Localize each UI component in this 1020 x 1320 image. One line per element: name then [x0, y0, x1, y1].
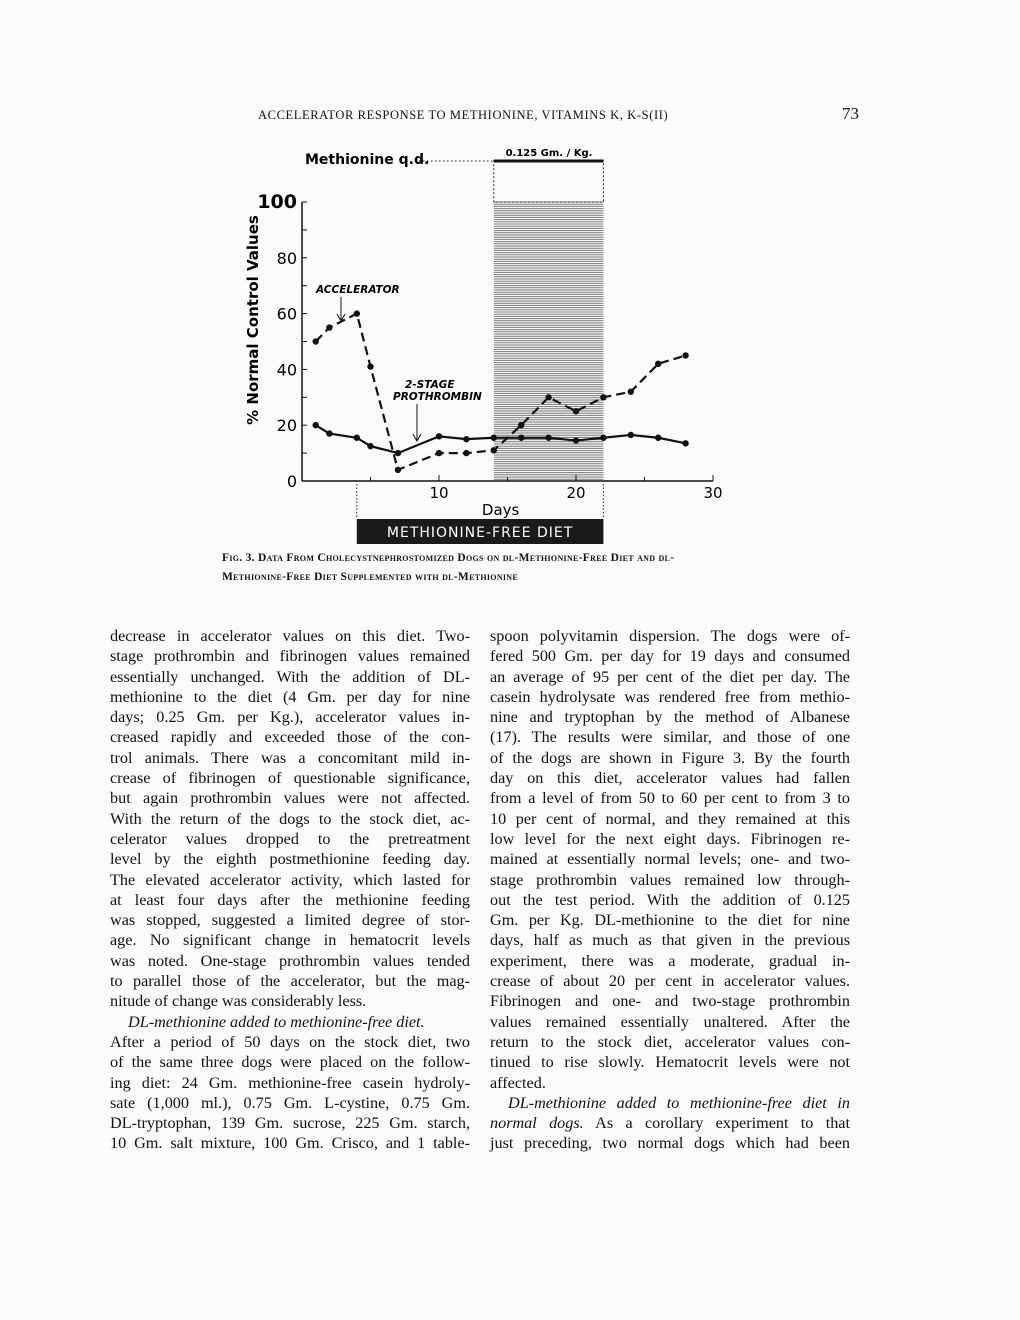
line-text: (17). The results were similar, and those of one	[490, 728, 850, 747]
text-line	[110, 687, 470, 707]
text-line	[490, 1073, 850, 1093]
data-point	[600, 435, 606, 441]
line-text: out the test period. With the addition of 0.125	[490, 890, 850, 909]
data-point	[655, 435, 661, 441]
x-axis-label: Days	[481, 501, 520, 519]
italic-heading: DL-methionine added to methionine-free diet.	[128, 1012, 425, 1031]
line-text: nine and tryptophan by the method of Albanese	[490, 708, 850, 727]
line-text: but again prothrombin values were not affected.	[110, 789, 470, 808]
text-line	[490, 971, 850, 991]
y-tick-label: 0	[286, 472, 297, 491]
line-text: methionine to the diet (4 Gm. per day for nine	[110, 687, 470, 706]
methionine-dose-box	[494, 161, 604, 202]
line-text: casein hydrolysate was rendered free from methio-	[490, 687, 850, 706]
y-tick-label: 60	[276, 304, 297, 324]
data-point	[313, 422, 319, 428]
text-line	[110, 1012, 470, 1032]
text-line	[490, 768, 850, 788]
axes	[257, 191, 722, 519]
data-point	[354, 310, 360, 316]
line-text: was noted. One-stage prothrombin values tended	[110, 951, 470, 970]
data-point	[573, 437, 579, 443]
line-text: an average of 95 per cent of the diet per day. The	[490, 667, 850, 686]
text-line	[110, 1133, 470, 1153]
line-text: of the dogs are shown in Figure 3. By the fourth	[490, 748, 850, 767]
line-text: affected.	[490, 1073, 546, 1092]
line-text: The elevated accelerator activity, which lasted for	[110, 870, 470, 889]
line-text: ing diet: 24 Gm. methionine-free casein hydroly-	[110, 1073, 470, 1092]
data-point	[326, 430, 332, 436]
text-line	[110, 849, 470, 869]
left-column	[110, 626, 470, 1154]
line-text: days; 0.25 Gm. per Kg.), accelerator values in-	[110, 708, 470, 727]
line-text: mained at essentially normal levels; one- and two-	[490, 850, 850, 869]
text-line	[110, 870, 470, 890]
text-line	[490, 1113, 850, 1133]
data-point	[545, 435, 551, 441]
data-point	[313, 338, 319, 344]
line-text: decrease in accelerator values on this diet. Two-	[110, 627, 470, 645]
text-line	[110, 1113, 470, 1133]
data-point	[545, 394, 551, 400]
x-tick-label: 10	[429, 484, 449, 502]
running-title: ACCELERATOR RESPONSE TO METHIONINE, VITAMINS K, K-S(II)	[258, 108, 669, 122]
line-text: stage prothrombin values remained low through-	[490, 870, 850, 889]
text-line	[110, 788, 470, 808]
line-text: crease of fibrinogen of questionable significance,	[110, 769, 470, 788]
text-line	[110, 890, 470, 910]
line-text: 10 per cent of normal, and they remained at this	[490, 809, 850, 828]
italic-heading: normal dogs.	[490, 1114, 584, 1133]
prothrombin-label-1: 2-STAGE	[405, 379, 455, 391]
data-point	[354, 435, 360, 441]
data-point	[326, 324, 332, 330]
line-text: As a corollary experiment to that	[583, 1114, 850, 1133]
data-point	[436, 433, 442, 439]
y-tick-label: 80	[276, 248, 297, 268]
text-line	[110, 971, 470, 991]
diet-label: METHIONINE-FREE DIET	[386, 525, 574, 541]
line-text: celerator values dropped to the pretreatment	[110, 829, 470, 848]
data-point	[600, 394, 606, 400]
data-point	[463, 436, 469, 442]
line-text: Fibrinogen and one- and two-stage prothrombin	[490, 992, 850, 1011]
line-text: creased rapidly and exceeded those of the con-	[110, 728, 470, 747]
line-text: crease of about 20 per cent in accelerator values.	[490, 972, 850, 991]
data-point	[491, 435, 497, 441]
y-tick-label: 40	[276, 360, 297, 380]
right-column	[490, 626, 850, 1154]
line-text: fered 500 Gm. per day for 19 days and consumed	[490, 647, 850, 666]
text-line	[490, 809, 850, 829]
text-line	[110, 809, 470, 829]
line-text: of the same three dogs were placed on the follow-	[110, 1053, 470, 1072]
line-text: days, half as much as that given in the previous	[490, 931, 850, 950]
text-line	[490, 951, 850, 971]
data-point	[628, 389, 634, 395]
text-line	[490, 1133, 850, 1153]
line-text: sate (1,000 ml.), 0.75 Gm. L-cystine, 0.75 Gm.	[110, 1093, 470, 1112]
text-line	[490, 930, 850, 950]
text-line	[490, 1012, 850, 1032]
text-line	[110, 829, 470, 849]
text-line	[490, 788, 850, 808]
text-line	[110, 646, 470, 666]
text-line	[110, 1052, 470, 1072]
figure-caption: Fig. 3. Data From Cholecystnephrostomized Dogs on dl-Methionine-Free Diet and dl-Methionine-Free Diet Supplemented with dl-Methionine	[222, 552, 675, 583]
data-point	[628, 432, 634, 438]
text-line	[490, 910, 850, 930]
data-point	[436, 450, 442, 456]
y-tick-label: 100	[257, 191, 297, 213]
line-text: day on this diet, accelerator values had fallen	[490, 769, 850, 788]
text-line	[490, 1052, 850, 1072]
data-point	[518, 435, 524, 441]
text-line	[490, 626, 850, 646]
text-line	[490, 667, 850, 687]
data-point	[395, 467, 401, 473]
dose-label: 0.125 Gm. / Kg.	[505, 148, 593, 159]
line-text: stage prothrombin and fibrinogen values remained	[110, 647, 470, 666]
text-line	[490, 991, 850, 1011]
text-line	[110, 667, 470, 687]
line-text: from a level of from 50 to 60 per cent to from 3 to	[490, 789, 850, 808]
figure-3-chart	[240, 140, 723, 550]
text-line	[110, 1093, 470, 1113]
data-point	[518, 422, 524, 428]
text-line	[490, 707, 850, 727]
line-text: DL-tryptophan, 139 Gm. sucrose, 225 Gm. starch,	[110, 1114, 470, 1133]
text-line	[490, 1032, 850, 1052]
y-tick-label: 20	[276, 416, 297, 436]
x-tick-label: 20	[566, 484, 586, 502]
data-point	[655, 361, 661, 367]
data-point	[463, 450, 469, 456]
data-point	[367, 363, 373, 369]
text-line	[110, 727, 470, 747]
line-text: With the return of the dogs to the stock diet, ac-	[110, 809, 470, 828]
text-line	[490, 829, 850, 849]
line-text: age. No significant change in hematocrit levels	[110, 931, 470, 950]
text-line	[490, 646, 850, 666]
page-number: 73	[842, 104, 859, 123]
methionine-period-shading	[494, 161, 604, 479]
text-line	[490, 1093, 850, 1113]
line-text: experiment, there was a moderate, gradual in-	[490, 951, 850, 970]
text-line	[110, 626, 470, 646]
text-line	[110, 951, 470, 971]
accelerator-label: ACCELERATOR	[316, 284, 400, 296]
text-line	[110, 910, 470, 930]
text-line	[490, 727, 850, 747]
text-line	[110, 1073, 470, 1093]
italic-heading: DL-methionine added to methionine-free diet in	[508, 1093, 850, 1112]
data-point	[395, 450, 401, 456]
line-text: values remained essentially unaltered. After the	[490, 1012, 850, 1031]
line-text: return to the stock diet, accelerator values con-	[490, 1032, 850, 1051]
line-text: at least four days after the methionine feeding	[110, 890, 470, 909]
data-point	[367, 443, 373, 449]
line-text: level by the eighth postmethionine feeding day.	[110, 850, 470, 869]
text-line	[490, 687, 850, 707]
text-line	[490, 748, 850, 768]
line-text: 10 Gm. salt mixture, 100 Gm. Crisco, and 1 table-	[110, 1134, 470, 1153]
data-point	[682, 352, 688, 358]
text-line	[490, 890, 850, 910]
data-point	[491, 447, 497, 453]
line-text: Gm. per Kg. DL-methionine to the diet for nine	[490, 911, 850, 930]
text-line	[110, 748, 470, 768]
data-point	[682, 440, 688, 446]
line-text: trol animals. There was a concomitant mild in-	[110, 748, 470, 767]
line-text: spoon polyvitamin dispersion. The dogs were of-	[490, 627, 850, 645]
line-text: After a period of 50 days on the stock diet, two	[110, 1032, 470, 1051]
line-text: was stopped, suggested a limited degree of stor-	[110, 911, 470, 930]
methionine-label: Methionine q.d.	[305, 152, 430, 168]
line-text: essentially unchanged. With the addition of DL-	[110, 667, 470, 686]
data-point	[573, 408, 579, 414]
text-line	[110, 768, 470, 788]
text-line	[490, 849, 850, 869]
line-text: low level for the next eight days. Fibrinogen re-	[490, 829, 850, 848]
line-text: just preceding, two normal dogs which had been	[490, 1134, 850, 1153]
x-tick-label: 30	[703, 484, 723, 502]
text-line	[110, 991, 470, 1011]
line-text: nitude of change was considerably less.	[110, 992, 367, 1011]
text-line	[110, 707, 470, 727]
line-text: to parallel those of the accelerator, but the mag-	[110, 972, 470, 991]
text-line	[490, 870, 850, 890]
text-line	[110, 930, 470, 950]
line-text: tinued to rise slowly. Hematocrit levels were not	[490, 1053, 850, 1072]
y-axis-label: % Normal Control Values	[244, 215, 262, 425]
text-line	[110, 1032, 470, 1052]
prothrombin-label-2: PROTHROMBIN	[393, 391, 482, 403]
